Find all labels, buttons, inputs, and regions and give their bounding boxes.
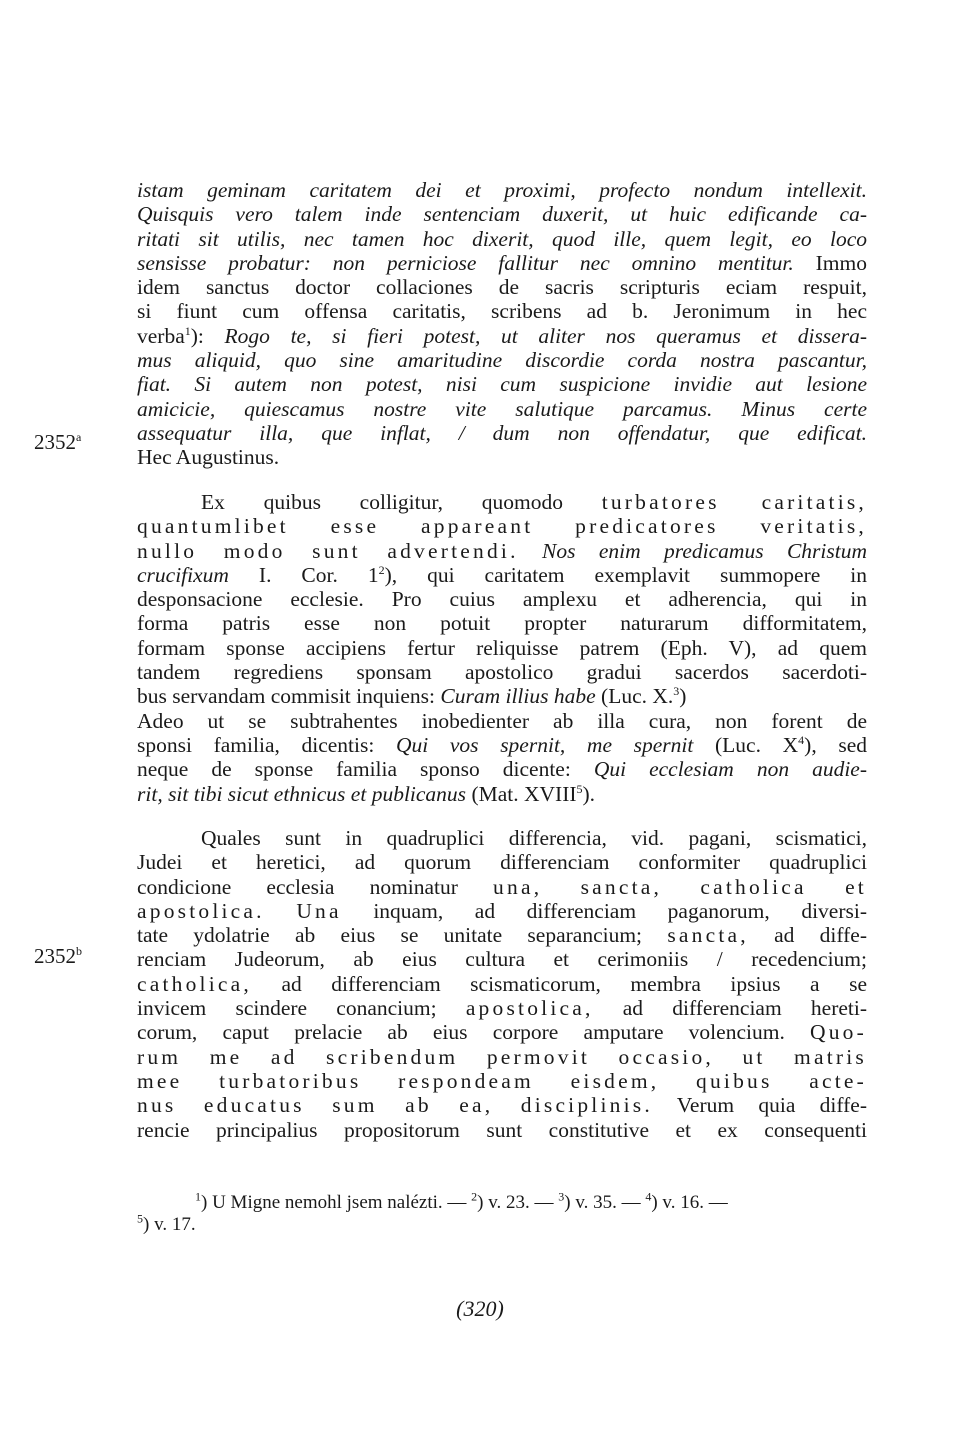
text-line xyxy=(137,826,867,850)
text-run: tandem regrediens sponsam apostolico gradui sacerdos sacerdoti- xyxy=(137,660,867,685)
text-line xyxy=(137,947,867,971)
footnote-text: ) v. 17. xyxy=(143,1214,196,1235)
text-line xyxy=(137,348,867,372)
text-run: corum, caput prelacie ab eius corpore amputare volencium. xyxy=(137,1020,810,1045)
footnote-marker: 4 xyxy=(798,732,805,747)
text-line xyxy=(137,757,867,781)
text-line xyxy=(137,1118,867,1142)
spaced-text: una, sancta, catholica et xyxy=(493,874,867,899)
text-line xyxy=(137,733,867,757)
text-line xyxy=(137,397,867,421)
text-run xyxy=(265,899,297,923)
italic-text: mus aliquid, quo sine amaritudine discordie corda nostra pascantur, xyxy=(137,348,867,373)
margin-folio-note-a xyxy=(34,430,81,454)
text-run: invicem scindere conancium; xyxy=(137,996,466,1021)
text-run: (Luc. X xyxy=(693,732,799,757)
margin-folio-note-b xyxy=(34,944,82,968)
text-line xyxy=(137,563,867,587)
text-run: ), qui caritatem exemplavit summopere in xyxy=(384,562,867,587)
text-line xyxy=(137,275,867,299)
text-line xyxy=(137,684,867,708)
body-paragraph-1 xyxy=(137,178,867,470)
body-paragraph-2 xyxy=(137,490,867,806)
text-line xyxy=(137,875,867,899)
text-run: sponsi familia, dicentis: xyxy=(137,732,396,757)
text-run: Quales sunt in quadruplici differencia, vid. pagani, scismatici, xyxy=(201,826,867,850)
page-number: (320) xyxy=(456,1296,504,1321)
footnote-marker: 2 xyxy=(378,562,385,577)
margin-folio-side: a xyxy=(76,430,82,444)
text-run: rencie principalius propositorum sunt constitutive et ex consequenti xyxy=(137,1117,867,1142)
text-line xyxy=(137,445,867,469)
italic-text: Rogo te, si fieri potest, ut aliter nos queramus et dissera- xyxy=(224,323,867,348)
footnote-number: 2 xyxy=(471,1189,478,1204)
footnote-marker: 5 xyxy=(576,781,583,796)
text-line xyxy=(137,899,867,923)
footnote-number: 1 xyxy=(195,1189,201,1204)
text-run: Immo xyxy=(793,250,868,275)
text-line xyxy=(137,251,867,275)
text-line xyxy=(137,636,867,660)
margin-folio-number: 2352 xyxy=(34,430,76,454)
italic-text: sensisse probatur: non perniciose fallitur nec omnino mentitur. xyxy=(137,250,794,275)
text-line xyxy=(137,178,867,202)
footnote-line xyxy=(137,1189,867,1214)
spaced-text: Quo- xyxy=(810,1020,867,1045)
text-run: (Luc. X. xyxy=(595,684,674,709)
text-line xyxy=(137,421,867,445)
text-run: I. Cor. 1 xyxy=(228,562,379,587)
footnote-text: ) U Migne nemohl jsem nalézti. — xyxy=(201,1192,472,1213)
text-run: ). xyxy=(582,781,596,806)
italic-text: Qui ecclesiam non audie- xyxy=(593,757,868,782)
footnote-text: ) v. 16. — xyxy=(651,1192,728,1213)
text-run: inquam, ad differenciam paganorum, diversi- xyxy=(341,898,867,923)
italic-text: Curam illius habe xyxy=(440,684,596,709)
spaced-text: rum me ad scribendum permovit occasio, ut matris xyxy=(137,1044,867,1069)
text-run: verba xyxy=(137,323,185,348)
text-run: forma patris esse non potuit propter naturarum difformitatem, xyxy=(137,611,867,636)
text-line xyxy=(137,782,867,806)
spaced-text: apostolica, xyxy=(465,996,594,1021)
italic-text: ritati sit utilis, nec tamen hoc dixerit, quod ille, quem legit, eo loco xyxy=(137,226,867,251)
italic-text: Qui vos spernit, me spernit xyxy=(396,732,694,757)
italic-text: amicicie, quiescamus nostre vite salutique parcamus. Minus certe xyxy=(137,396,867,421)
text-line xyxy=(137,539,867,563)
text-run: Ex quibus colligitur, quomodo xyxy=(201,490,602,514)
footnotes xyxy=(137,1189,867,1236)
text-run: si fiunt cum offensa caritatis, scribens ad b. Jeronimum in hec xyxy=(137,299,867,324)
margin-folio-number: 2352 xyxy=(34,944,76,968)
italic-text: rit, sit tibi sicut ethnicus et publicanus xyxy=(137,781,467,806)
text-line xyxy=(137,372,867,396)
footnote-number: 5 xyxy=(137,1211,143,1226)
text-run: ad differenciam scismaticorum, membra ipsius a se xyxy=(251,971,867,996)
margin-folio-side: b xyxy=(76,944,82,958)
text-line xyxy=(137,972,867,996)
text-run: Hec Augustinus. xyxy=(137,445,280,470)
text-run: ad diffe- xyxy=(748,923,868,948)
text-run: Adeo ut se subtrahentes inobedienter ab illa cura, non forent de xyxy=(137,708,867,733)
spaced-text: sancta, xyxy=(667,923,749,948)
text-run: ), sed xyxy=(804,732,867,757)
footnote-text: ) v. 23. — xyxy=(477,1192,559,1213)
text-run: Verum quia diffe- xyxy=(652,1093,867,1118)
text-line xyxy=(137,227,867,251)
italic-text: istam geminam caritatem dei et proximi, profecto nondum intellexit. xyxy=(137,178,867,202)
text-run: formam sponse accipiens fertur reliquisse patrem (Eph. V), ad quem xyxy=(137,635,867,660)
text-run: tate ydolatrie ab eius se unitate separancium; xyxy=(137,923,668,948)
italic-text: Quisquis vero talem inde sentenciam duxerit, ut huic edificande ca- xyxy=(137,202,867,227)
text-line xyxy=(137,996,867,1020)
text-line xyxy=(137,1045,867,1069)
text-run: bus servandam commisit inquiens: xyxy=(137,684,441,709)
footnote-number: 4 xyxy=(645,1189,652,1204)
spaced-text: turbatores caritatis, xyxy=(601,490,868,514)
text-run: Judei et heretici, ad quorum differenciam conformiter quadruplici xyxy=(137,850,867,875)
text-run: desponsacione ecclesie. Pro cuius amplexu et adherencia, qui in xyxy=(137,587,867,612)
footnote-number: 3 xyxy=(558,1189,565,1204)
text-line xyxy=(137,514,867,538)
text-run: condicione ecclesia nominatur xyxy=(137,874,494,899)
text-line xyxy=(137,202,867,226)
footnote-marker: 1 xyxy=(184,323,191,338)
text-line xyxy=(137,1069,867,1093)
italic-text: fiat. Si autem non potest, nisi cum suspicione invidie aut lesione xyxy=(137,372,867,397)
spaced-text: Una xyxy=(296,898,342,923)
text-line xyxy=(137,324,867,348)
text-line xyxy=(137,1093,867,1117)
text-run xyxy=(519,539,542,563)
text-run: ) xyxy=(679,684,687,709)
spaced-text: catholica, xyxy=(137,971,252,996)
spaced-text: nus educatus sum ab ea, disciplinis. xyxy=(137,1093,653,1118)
text-line xyxy=(137,299,867,323)
italic-text: assequatur illa, que inflat, / dum non offendatur, que edificat. xyxy=(137,420,867,445)
text-line xyxy=(137,660,867,684)
text-line xyxy=(137,1020,867,1044)
spaced-text: nullo modo sunt advertendi. xyxy=(137,538,519,563)
text-run: renciam Judeorum, ab eius cultura et cerimoniis / recedencium; xyxy=(137,947,867,972)
spaced-text: apostolica. xyxy=(137,898,265,923)
text-line xyxy=(137,490,867,514)
text-line xyxy=(137,587,867,611)
text-run: ad differenciam hereti- xyxy=(593,996,868,1021)
spaced-text: quantumlibet esse appareant predicatores veritatis, xyxy=(137,514,867,539)
text-line xyxy=(137,611,867,635)
text-line xyxy=(137,709,867,733)
text-run: ): xyxy=(190,323,225,348)
body-paragraph-3 xyxy=(137,826,867,1142)
italic-text: Nos enim predicamus Christum xyxy=(542,538,867,563)
text-run: neque de sponse familia sponso dicente: xyxy=(137,757,594,782)
text-line xyxy=(137,850,867,874)
spaced-text: mee turbatoribus respondeam eisdem, quibus acte- xyxy=(137,1068,867,1093)
text-run: idem sanctus doctor collaciones de sacris scripturis eciam respuit, xyxy=(137,275,867,300)
italic-text: crucifixum xyxy=(137,562,229,587)
text-run: (Mat. XVIII xyxy=(466,781,577,806)
footnote-line xyxy=(137,1211,867,1236)
footnote-text: ) v. 35. — xyxy=(564,1192,646,1213)
footnote-marker: 3 xyxy=(673,684,680,699)
text-line xyxy=(137,923,867,947)
